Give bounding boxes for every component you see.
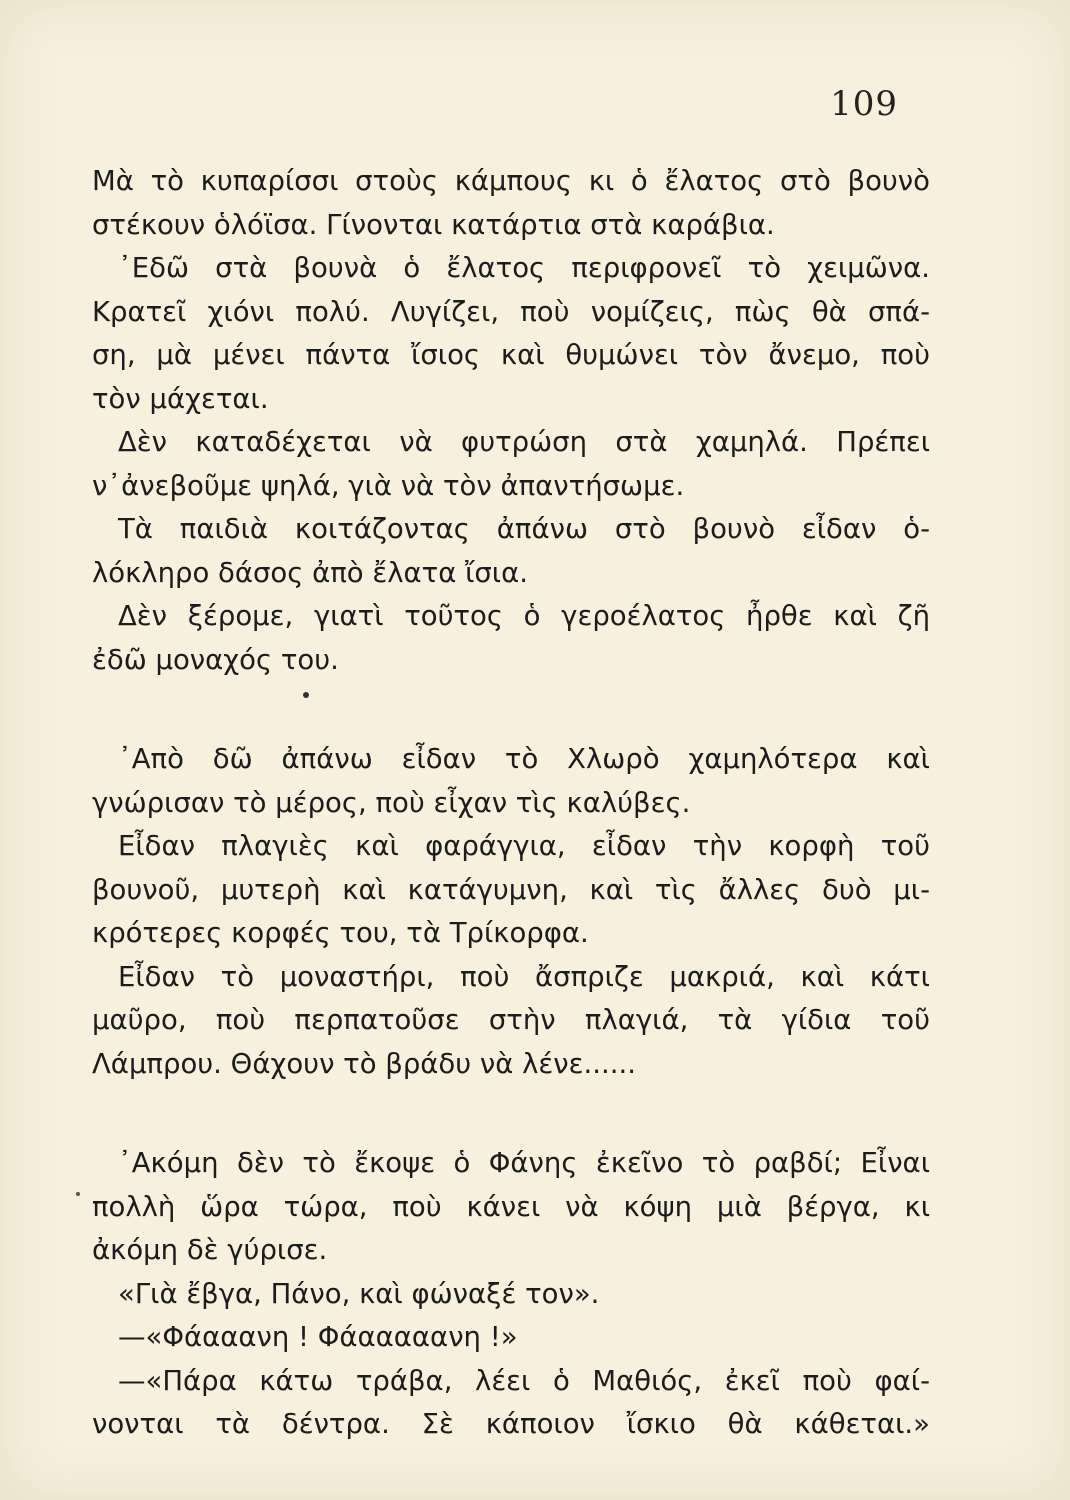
text-line: Λάμπρου. Θάχουν τὸ βράδυ νὰ λένε...... bbox=[92, 1047, 636, 1080]
text-line: ᾿Απὸ δῶ ἀπάνω εἶδαν τὸ Χλωρὸ χαμηλότερα καὶ bbox=[118, 743, 930, 775]
text-line: ἀκόμη δὲ γύρισε. bbox=[92, 1234, 328, 1266]
text-line: Κρατεῖ χιόνι πολύ. Λυγίζει, ποὺ νομίζεις, πὼς θὰ σπά- bbox=[92, 295, 930, 328]
text-line: ἐδῶ μοναχός του. bbox=[92, 643, 339, 676]
text-line: βουνοῦ, μυτερὴ καὶ κατάγυμνη, καὶ τὶς ἄλλες δυὸ μι- bbox=[92, 873, 930, 906]
text-line: ᾿Εδῶ στὰ βουνὰ ὁ ἔλατος περιφρονεῖ τὸ χειμῶνα. bbox=[118, 252, 930, 284]
text-line: ν᾿ἀνεβοῦμε ψηλά, γιὰ νὰ τὸν ἀπαντήσωμε. bbox=[92, 469, 685, 502]
text-line: Δὲν ξέρομε, γιατὶ τοῦτος ὁ γεροέλατος ἦρθε καὶ ζῆ bbox=[118, 600, 930, 632]
text-line: ση, μὰ μένει πάντα ἴσιος καὶ θυμώνει τὸν ἄνεμο, ποὺ bbox=[92, 339, 930, 371]
text-line: κρότερες κορφές του, τὰ Τρίκορφα. bbox=[92, 917, 589, 949]
text-line: τὸν μάχεται. bbox=[92, 382, 269, 415]
text-line: Εἶδαν πλαγιὲς καὶ φαράγγια, εἶδαν τὴν κορφὴ τοῦ bbox=[118, 830, 930, 862]
text-line: μαῦρο, ποὺ περπατοῦσε στὴν πλαγιά, τὰ γίδια τοῦ bbox=[92, 1004, 930, 1036]
text-line: λόκληρο δάσος ἀπὸ ἔλατα ἴσια. bbox=[92, 556, 528, 589]
page-number: 109 bbox=[830, 84, 898, 124]
page-body-text bbox=[92, 160, 930, 1447]
text-line: Εἶδαν τὸ μοναστήρι, ποὺ ἄσπριζε μακριά, καὶ κάτι bbox=[118, 960, 930, 993]
text-line: νονται τὰ δέντρα. Σὲ κάποιον ἴσκιο θὰ κάθεται.» bbox=[92, 1408, 930, 1440]
text-line: ᾿Ακόμη δὲν τὸ ἔκοψε ὁ Φάνης ἐκεῖνο τὸ ραβδί; Εἶναι bbox=[118, 1147, 930, 1179]
text-line: πολλὴ ὥρα τώρα, ποὺ κάνει νὰ κόψη μιὰ βέργα, κι bbox=[92, 1190, 930, 1223]
text-line: γνώρισαν τὸ μέρος, ποὺ εἶχαν τὶς καλύβες. bbox=[92, 786, 691, 819]
stray-ink-dot bbox=[76, 1192, 80, 1196]
text-line: «Γιὰ ἔβγα, Πάνο, καὶ φώναξέ τον». bbox=[118, 1277, 600, 1310]
text-line: —«Πάρα κάτω τράβα, λέει ὁ Μαθιός, ἐκεῖ ποὺ φαί- bbox=[118, 1364, 930, 1397]
text-line: Δὲν καταδέχεται νὰ φυτρώση στὰ χαμηλά. Πρέπει bbox=[118, 426, 930, 458]
text-line: στέκουν ὁλόϊσα. Γίνονται κατάρτια στὰ καράβια. bbox=[92, 208, 775, 241]
text-line: Μὰ τὸ κυπαρίσσι στοὺς κάμπους κι ὁ ἔλατος στὸ βουνὸ bbox=[92, 165, 930, 197]
section-separator-dot bbox=[303, 692, 309, 698]
text-line: —«Φάααανη ! Φάααααανη !» bbox=[118, 1321, 518, 1353]
text-line: Τὰ παιδιὰ κοιτάζοντας ἀπάνω στὸ βουνὸ εἶδαν ὁ- bbox=[118, 513, 930, 545]
